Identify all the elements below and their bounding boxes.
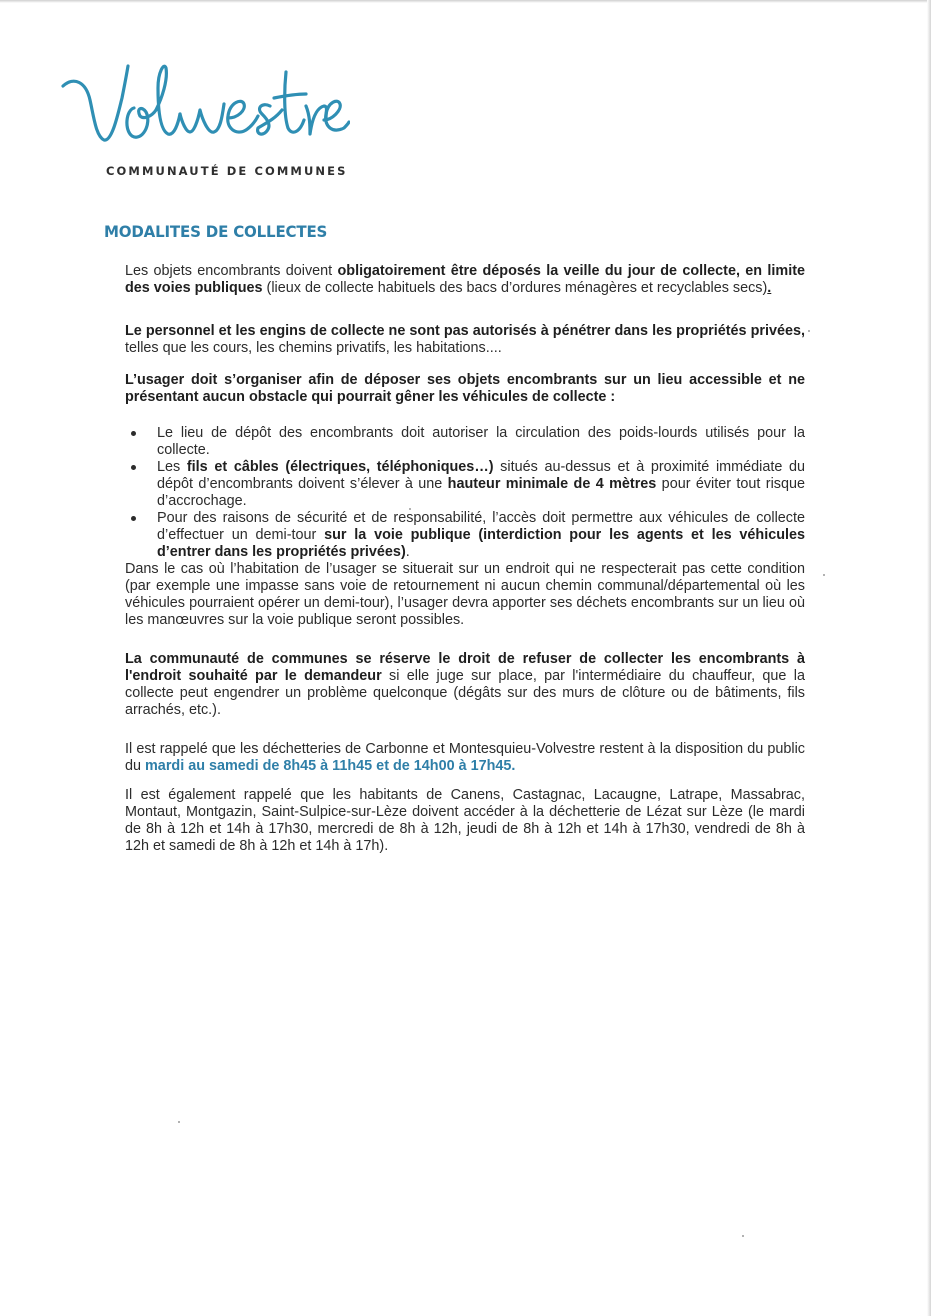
- text-run: Pour des raisons de sécurité et de responsabilité, l’accès doit permettre aux véhicules de collecte d’effectuer un demi-tour: [157, 510, 805, 543]
- section-title: MODALITES DE COLLECTES: [104, 222, 328, 241]
- scan-speck: [823, 574, 825, 576]
- volvestre-logo: [60, 58, 350, 154]
- bold-text: sur la voie publique (interdiction pour les agents et les véhicules d’entrer dans les propriétés privées): [157, 527, 805, 560]
- scan-speck: [178, 1121, 180, 1123]
- list-item: [125, 510, 805, 561]
- bold-text: hauteur minimale de 4 mètres: [447, 476, 657, 492]
- paragraph-deposit-rules: [125, 263, 805, 297]
- text-run: (lieux de collecte habituels des bacs d’ordures ménagères et recyclables secs): [262, 280, 768, 296]
- bold-text: .: [767, 280, 772, 296]
- text-run: Il est également rappelé que les habitants de Canens, Castagnac, Lacaugne, Latrape, Massabrac, Montaut, Montgazin, Saint-Sulpice-sur-Lèze doivent accéder à la déchetterie de Lézat sur Lèze (le mardi de 8h à 12h et 14h à 17h30, mercredi de 8h à 12h, jeudi de 8h à 12h et 14h à 17h30, vendredi de 8h à 12h et samedi de 8h à 12h et 14h à 17h).: [125, 787, 805, 854]
- text-run: pour éviter tout risque d’accrochage.: [157, 476, 805, 509]
- paragraph-impasse-case: [125, 561, 805, 629]
- text-run: .: [405, 544, 410, 560]
- paragraph-private-property: [125, 323, 805, 357]
- paragraph-dechetteries-hours: [125, 741, 805, 775]
- paragraph-user-obligation: [125, 372, 805, 406]
- bold-text: Le personnel et les engins de collecte ne sont pas autorisés à pénétrer dans les propriétés privées,: [125, 323, 805, 339]
- bold-text: fils et câbles (électriques, téléphoniques…): [186, 459, 494, 475]
- scan-speck: [808, 330, 810, 332]
- bold-text: obligatoirement être déposés la veille du jour de collecte, en limite des voies publiques: [125, 263, 805, 296]
- paragraph-refusal-right: [125, 651, 805, 719]
- organization-subtitle: COMMUNAUTÉ DE COMMUNES: [106, 164, 348, 178]
- text-run: Les objets encombrants doivent: [125, 263, 338, 279]
- list-item: [125, 425, 805, 459]
- conditions-list: [125, 425, 805, 561]
- highlighted-hours: mardi au samedi de 8h45 à 11h45 et de 14h00 à 17h45.: [145, 758, 516, 774]
- volvestre-wordmark-icon: [60, 58, 350, 154]
- text-run: Dans le cas où l’habitation de l’usager se situerait sur un endroit qui ne respecterait pas cette condition (par exemple une impasse sans voie de retournement ni aucun chemin communal/départemental où les véhicules pourraient opérer un demi-tour), l’usager devra apporter ses déchets encombrants sur un lieu où les manœuvres sur la voie publique seront possibles.: [125, 561, 805, 628]
- text-run: situés au-dessus et à proximité immédiate du dépôt d’encombrants doivent s’élever à une: [157, 459, 806, 492]
- text-run: telles que les cours, les chemins privatifs, les habitations....: [125, 340, 502, 356]
- bold-text: La communauté de communes se réserve le droit de refuser de collecter les encombrants à l'endroit souhaité par le demandeur: [125, 651, 805, 684]
- list-item: [125, 459, 805, 510]
- text-run: Les: [157, 459, 187, 475]
- scan-speck: [409, 508, 411, 510]
- text-run: Il est rappelé que les déchetteries de Carbonne et Montesquieu-Volvestre restent à la disposition du public du: [125, 741, 805, 774]
- text-run: si elle juge sur place, par l'intermédiaire du chauffeur, que la collecte peut engendrer un problème quelconque (dégâts sur des murs de clôture ou de bâtiments, fils arrachés, etc.).: [125, 668, 805, 718]
- bold-text: L’usager doit s’organiser afin de déposer ses objets encombrants sur un lieu accessible et ne présentant aucun obstacle qui pourrait gêner les véhicules de collecte :: [125, 372, 805, 405]
- paragraph-lezat-dechetterie: [125, 787, 805, 855]
- scan-edge-top: [0, 0, 931, 3]
- scan-speck: [742, 1235, 744, 1237]
- document-body: [125, 263, 805, 855]
- scan-edge-right: [927, 0, 931, 1316]
- text-run: Le lieu de dépôt des encombrants doit autoriser la circulation des poids-lourds utilisés pour la collecte.: [157, 425, 805, 458]
